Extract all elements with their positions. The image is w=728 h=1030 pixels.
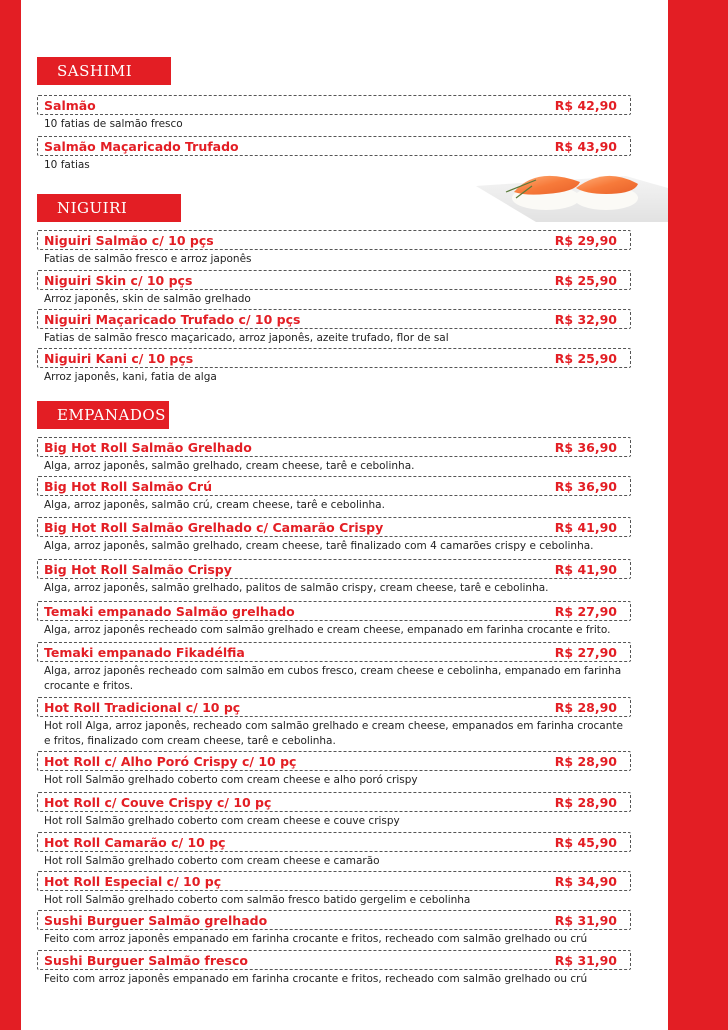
menu-item <box>37 910 631 947</box>
item-name: Big Hot Roll Salmão Grelhado <box>44 439 252 455</box>
menu-item <box>37 517 631 554</box>
item-price: R$ 29,90 <box>554 232 617 248</box>
item-price: R$ 28,90 <box>554 794 617 810</box>
item-description: Feito com arroz japonês empanado em farinha crocante e fritos, recheado com salmão grelhado ou crú <box>44 973 588 985</box>
menu-item <box>37 751 631 788</box>
item-name: Big Hot Roll Salmão Crú <box>44 478 212 494</box>
menu-item <box>37 792 631 829</box>
item-price: R$ 32,90 <box>554 311 617 327</box>
menu-item <box>37 559 631 596</box>
item-description: Alga, arroz japonês, salmão grelhado, cream cheese, tarê finalizado com 4 camarões crispy e cebolinha. <box>44 540 594 552</box>
item-price: R$ 25,90 <box>554 350 617 366</box>
item-description: Hot roll Salmão grelhado coberto com salmão fresco batido gergelim e cebolinha <box>44 894 471 906</box>
item-price: R$ 41,90 <box>554 561 617 577</box>
item-price: R$ 43,90 <box>554 138 617 154</box>
menu-item <box>37 871 631 908</box>
left-red-bar <box>0 0 21 1030</box>
item-name: Hot Roll c/ Alho Poró Crispy c/ 10 pç <box>44 753 297 769</box>
item-price: R$ 25,90 <box>554 272 617 288</box>
item-name: Salmão Maçaricado Trufado <box>44 138 239 154</box>
niguiri-photo <box>476 158 668 222</box>
item-name: Sushi Burguer Salmão fresco <box>44 952 248 968</box>
item-name: Hot Roll Especial c/ 10 pç <box>44 873 222 889</box>
menu-item <box>37 230 631 267</box>
item-price: R$ 27,90 <box>554 644 617 660</box>
item-price: R$ 34,90 <box>554 873 617 889</box>
item-name: Niguiri Maçaricado Trufado c/ 10 pçs <box>44 311 301 327</box>
item-price: R$ 45,90 <box>554 834 617 850</box>
section-header-empanados: EMPANADOS <box>37 401 169 429</box>
item-name: Hot Roll Camarão c/ 10 pç <box>44 834 226 850</box>
menu-item <box>37 697 631 749</box>
item-name: Sushi Burguer Salmão grelhado <box>44 912 268 928</box>
item-description: Alga, arroz japonês, salmão grelhado, cream cheese, tarê e cebolinha. <box>44 460 415 472</box>
item-name: Niguiri Salmão c/ 10 pçs <box>44 232 214 248</box>
menu-item <box>37 437 631 474</box>
item-description: Hot roll Salmão grelhado coberto com cream cheese e couve crispy <box>44 815 400 827</box>
item-name: Hot Roll Tradicional c/ 10 pç <box>44 699 241 715</box>
menu-item <box>37 348 631 385</box>
item-price: R$ 31,90 <box>554 912 617 928</box>
item-description: Arroz japonês, kani, fatia de alga <box>44 371 217 383</box>
menu-item <box>37 642 631 694</box>
item-description: Hot roll Salmão grelhado coberto com cream cheese e alho poró crispy <box>44 774 418 786</box>
menu-item <box>37 601 631 638</box>
item-price: R$ 36,90 <box>554 478 617 494</box>
item-name: Big Hot Roll Salmão Grelhado c/ Camarão Crispy <box>44 519 384 535</box>
item-description: 10 fatias de salmão fresco <box>44 118 183 130</box>
item-description: Hot roll Alga, arroz japonês, recheado com salmão grelhado e cream cheese, empanados em farinha crocante e fritos, finalizado com cream cheese, tarê e cebolinha. <box>44 720 623 747</box>
item-name: Niguiri Skin c/ 10 pçs <box>44 272 193 288</box>
item-description: Feito com arroz japonês empanado em farinha crocante e fritos, recheado com salmão grelhado ou crú <box>44 933 588 945</box>
item-name: Niguiri Kani c/ 10 pçs <box>44 350 194 366</box>
item-price: R$ 31,90 <box>554 952 617 968</box>
item-name: Big Hot Roll Salmão Crispy <box>44 561 232 577</box>
menu-item <box>37 95 631 132</box>
item-name: Hot Roll c/ Couve Crispy c/ 10 pç <box>44 794 272 810</box>
section-header-sashimi: SASHIMI <box>37 57 171 85</box>
item-description: Alga, arroz japonês, salmão grelhado, palitos de salmão crispy, cream cheese, tarê e cebolinha. <box>44 582 549 594</box>
menu-item <box>37 309 631 346</box>
item-price: R$ 27,90 <box>554 603 617 619</box>
item-price: R$ 28,90 <box>554 699 617 715</box>
menu-item <box>37 270 631 307</box>
menu-item <box>37 950 631 987</box>
item-description: Arroz japonês, skin de salmão grelhado <box>44 293 251 305</box>
section-header-niguiri: NIGUIRI <box>37 194 181 222</box>
item-price: R$ 41,90 <box>554 519 617 535</box>
item-name: Temaki empanado Fikadélfia <box>44 644 245 660</box>
item-description: Alga, arroz japonês, salmão crú, cream cheese, tarê e cebolinha. <box>44 499 385 511</box>
menu-item <box>37 832 631 869</box>
item-price: R$ 36,90 <box>554 439 617 455</box>
menu-item <box>37 476 631 513</box>
item-description: Alga, arroz japonês recheado com salmão grelhado e cream cheese, empanado em farinha crocante e frito. <box>44 624 611 636</box>
item-description: 10 fatias <box>44 159 90 171</box>
item-description: Fatias de salmão fresco e arroz japonês <box>44 253 252 265</box>
item-name: Temaki empanado Salmão grelhado <box>44 603 295 619</box>
item-description: Hot roll Salmão grelhado coberto com cream cheese e camarão <box>44 855 380 867</box>
right-red-bar <box>668 0 728 1030</box>
item-description: Alga, arroz japonês recheado com salmão em cubos fresco, cream cheese e cebolinha, empanado em farinha crocante e fritos. <box>44 665 622 692</box>
item-name: Salmão <box>44 97 96 113</box>
item-price: R$ 28,90 <box>554 753 617 769</box>
item-price: R$ 42,90 <box>554 97 617 113</box>
item-description: Fatias de salmão fresco maçaricado, arroz japonês, azeite trufado, flor de sal <box>44 332 449 344</box>
